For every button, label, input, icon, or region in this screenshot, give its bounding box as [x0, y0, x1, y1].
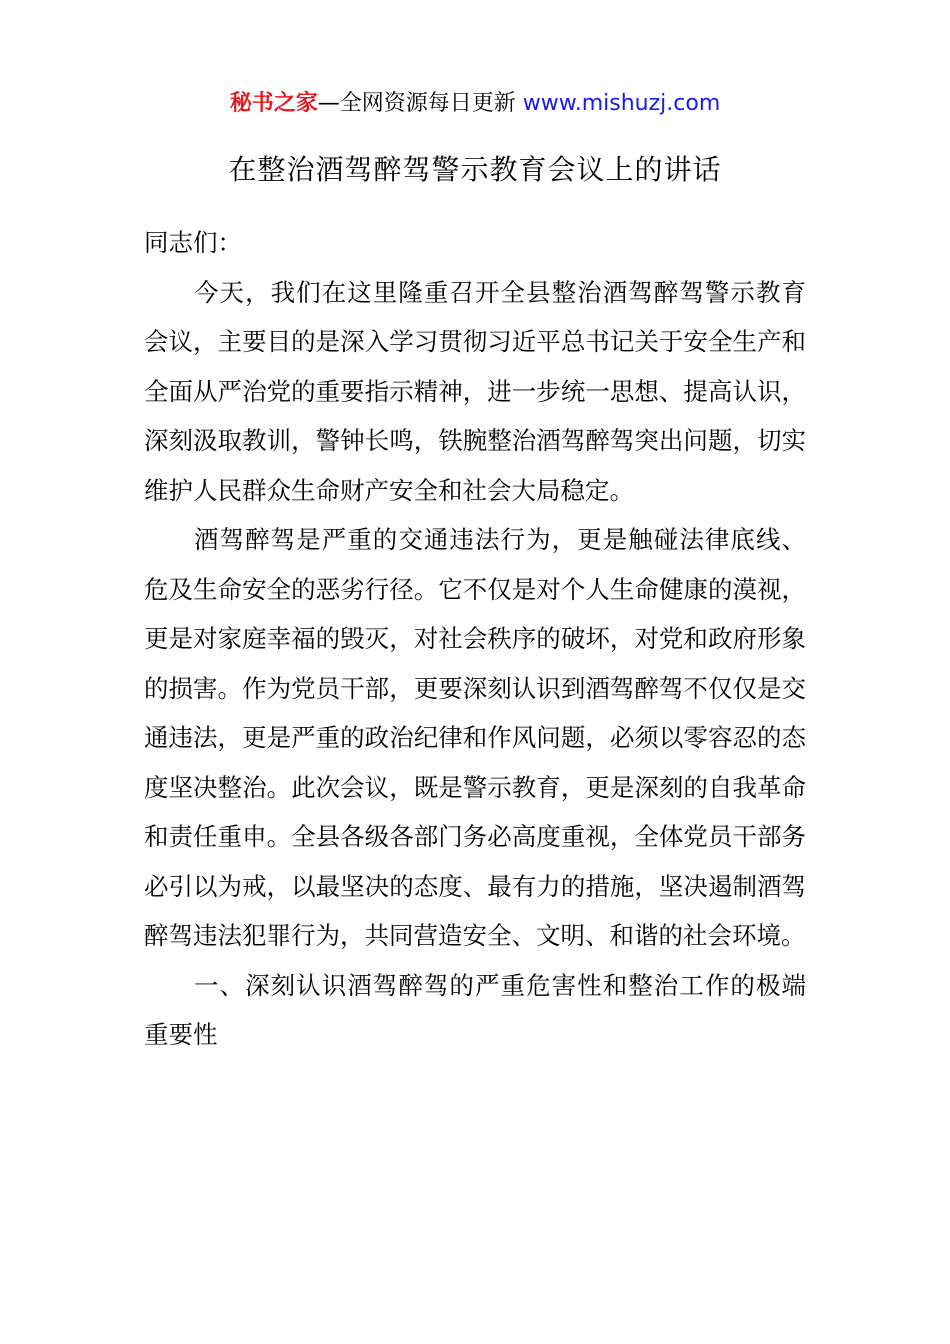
paragraph-2: 酒驾醉驾是严重的交通违法行为，更是触碰法律底线、危及生命安全的恶劣行径。它不仅是对个人生命健康的漠视，更是对家庭幸福的毁灭，对社会秩序的破坏，对党和政府形象的损害。作为党员干部，更要深刻认识到酒驾醉驾不仅仅是交通违法，更是严重的政治纪律和作风问题，必须以零容忍的态度坚决整治。此次会议，既是警示教育，更是深刻的自我革命和责任重申。全县各级各部门务必高度重视，全体党员干部务必引以为戒，以最坚决的态度、最有力的措施，坚决遏制酒驾醉驾违法犯罪行为，共同营造安全、文明、和谐的社会环境。 — [144, 525, 806, 950]
brand-name: 秘书之家 — [229, 91, 318, 116]
site-header — [0, 88, 950, 120]
header-tagline: —全网资源每日更新 — [317, 91, 523, 116]
document-body — [144, 218, 806, 1060]
document-title: 在整治酒驾醉驾警示教育会议上的讲话 — [228, 153, 722, 186]
paragraph-1: 今天，我们在这里隆重召开全县整治酒驾醉驾警示教育会议，主要目的是深入学习贯彻习近平总书记关于安全生产和全面从严治党的重要指示精神，进一步统一思想、提高认识，深刻汲取教训，警钟长鸣，铁腕整治酒驾醉驾突出问题，切实维护人民群众生命财产安全和社会大局稳定。 — [144, 277, 806, 505]
salutation: 同志们： — [144, 228, 242, 257]
section-heading: 一、深刻认识酒驾醉驾的严重危害性和整治工作的极端重要性 — [144, 970, 806, 1049]
site-url-link[interactable]: www.mishuzj.com — [522, 91, 721, 116]
